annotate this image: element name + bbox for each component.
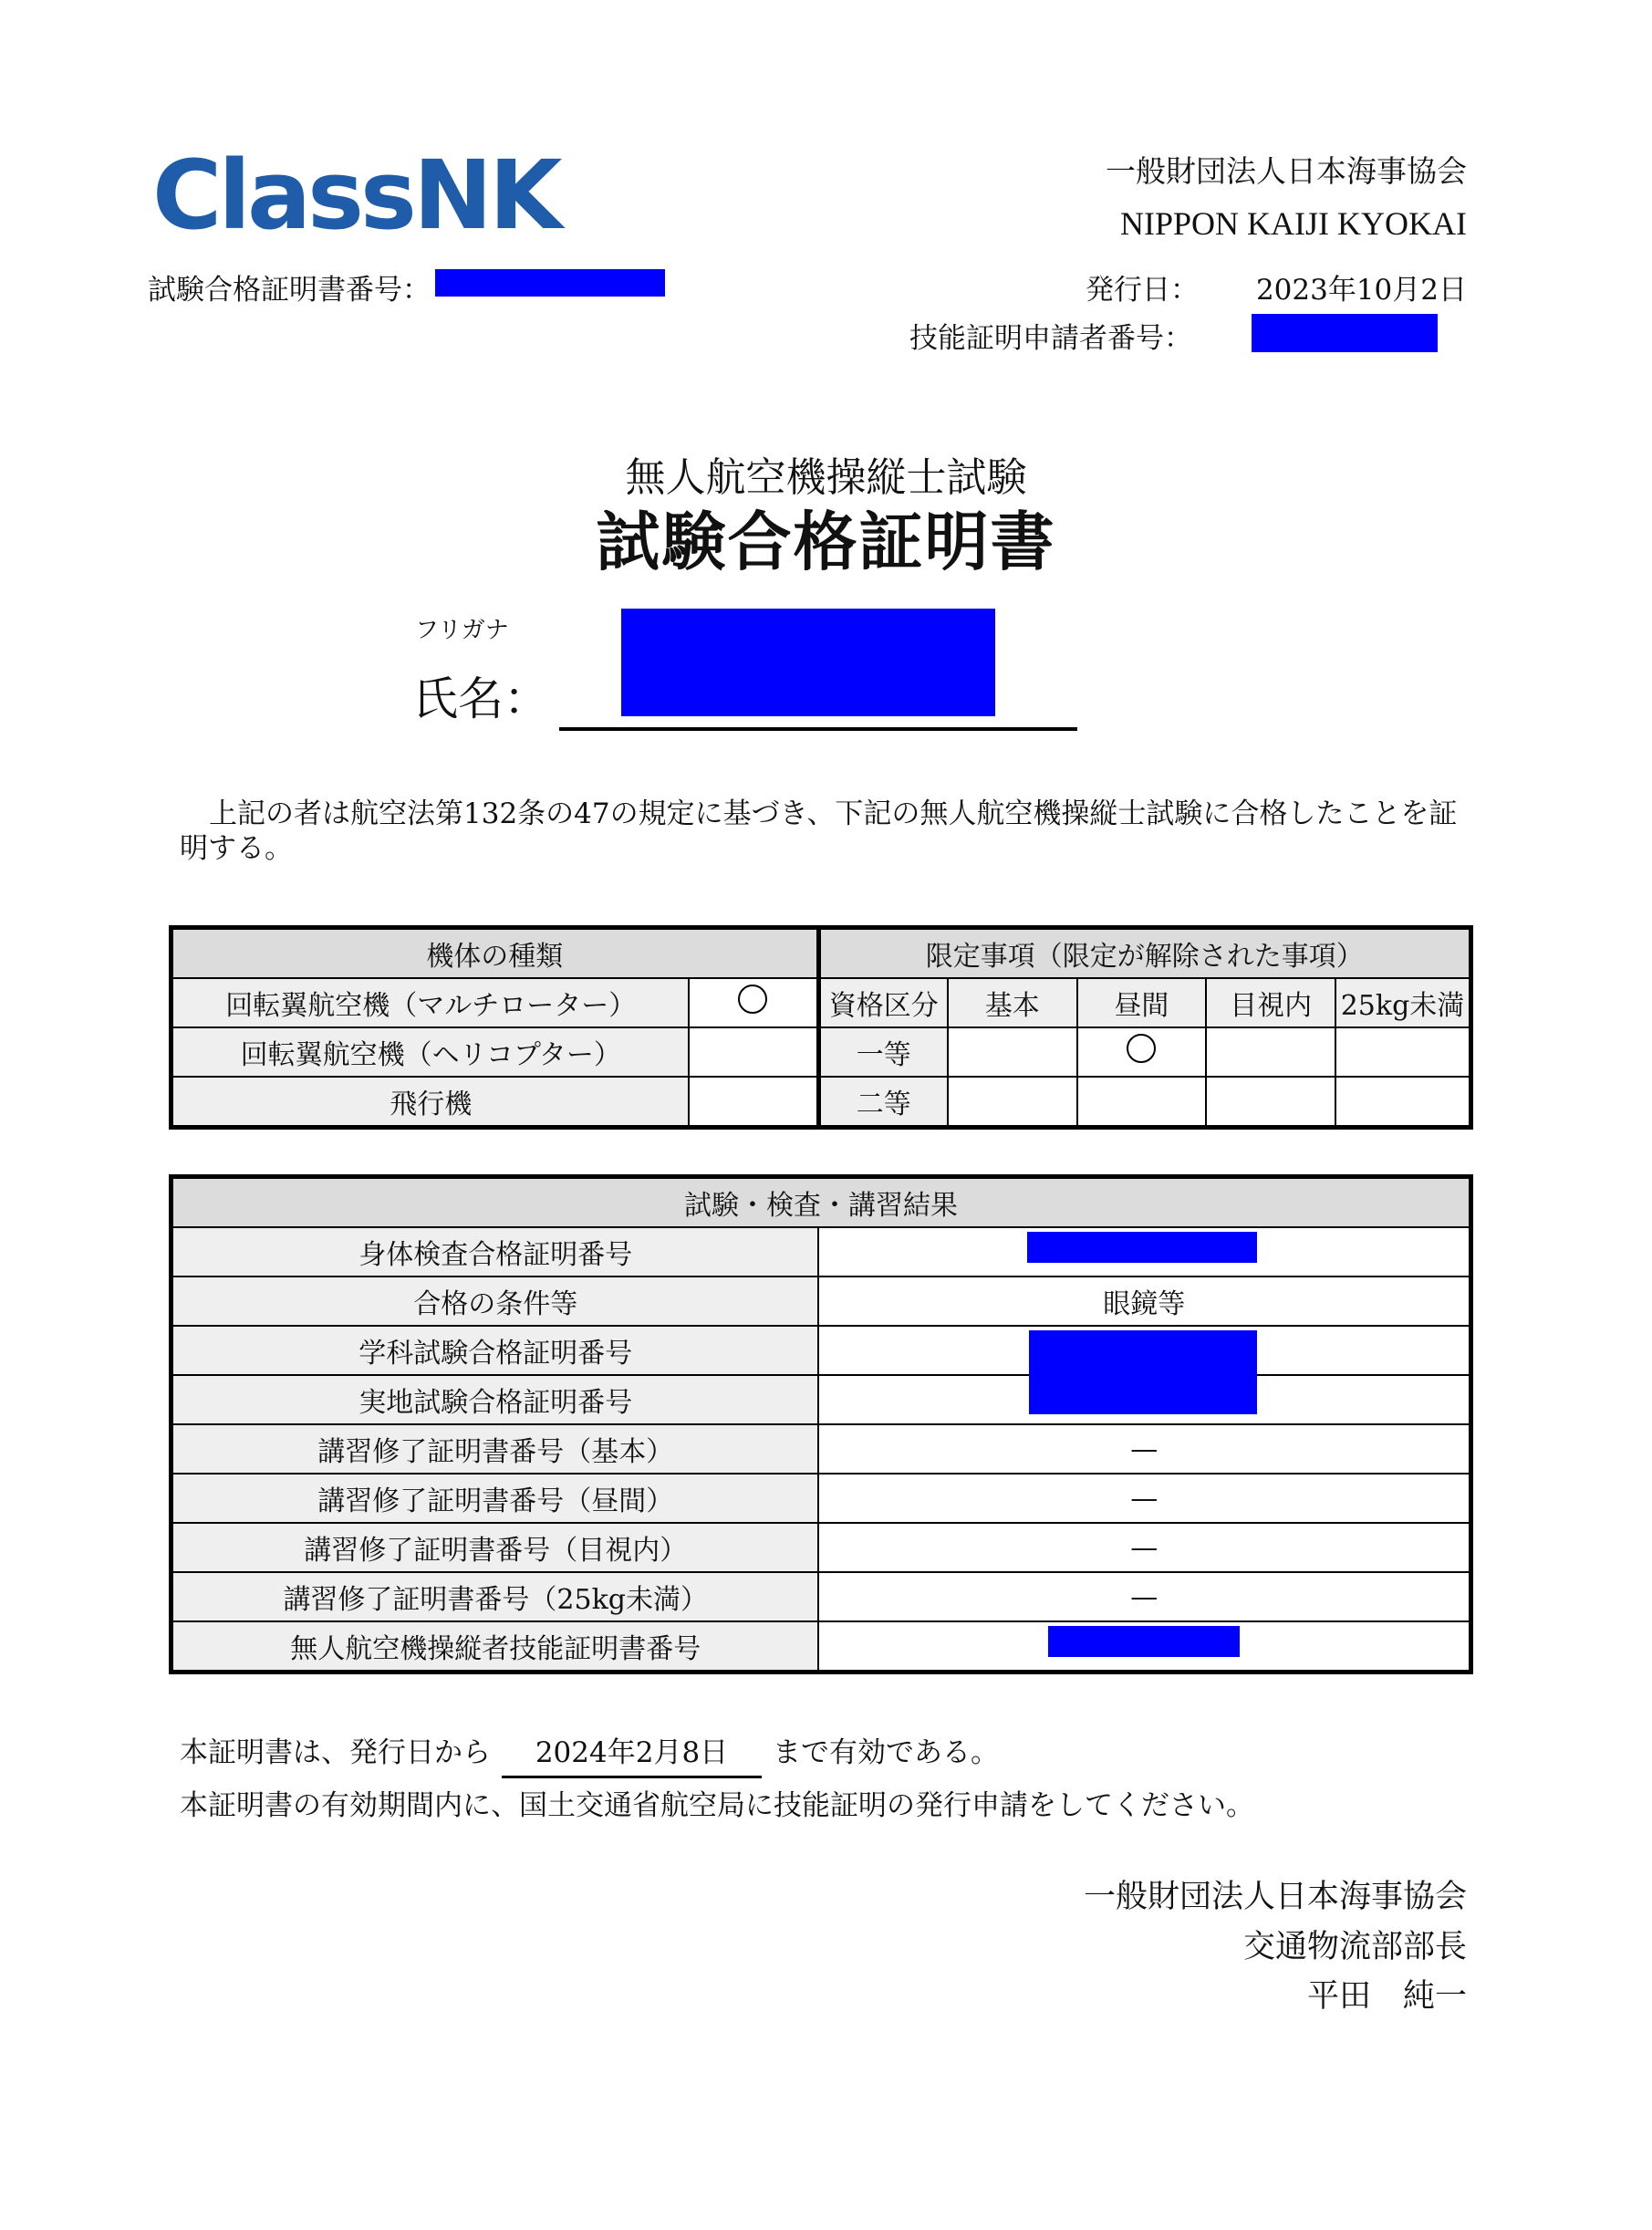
aircraft-type-airplane: 飛行機 bbox=[172, 1077, 689, 1126]
validity-prefix: 本証明書は、発行日から bbox=[180, 1736, 491, 1769]
grade-first-daytime bbox=[1077, 1027, 1207, 1077]
issue-date-label: 発行日： bbox=[1086, 274, 1199, 307]
row-course-visual-label: 講習修了証明書番号（目視内） bbox=[172, 1523, 818, 1572]
license-number-redaction bbox=[1048, 1626, 1240, 1657]
name-underline bbox=[559, 727, 1077, 731]
name-redaction bbox=[621, 609, 995, 716]
applicant-number-redaction bbox=[1252, 314, 1438, 352]
circle-mark-icon bbox=[738, 985, 767, 1014]
cert-number-label: 試験合格証明書番号： bbox=[148, 274, 431, 307]
grade-second: 二等 bbox=[818, 1077, 948, 1126]
row-conditions-value: 眼鏡等 bbox=[818, 1277, 1470, 1326]
limit-header-daytime: 昼間 bbox=[1077, 978, 1207, 1027]
grade-second-visual bbox=[1206, 1077, 1335, 1126]
medical-number-redaction bbox=[1027, 1232, 1257, 1263]
limit-header-visual: 目視内 bbox=[1206, 978, 1335, 1027]
application-note: 本証明書の有効期間内に、国土交通省航空局に技能証明の発行申請をしてください。 bbox=[180, 1789, 1254, 1822]
applicant-number-label: 技能証明申請者番号： bbox=[909, 322, 1192, 355]
row-practical-exam-label: 実地試験合格証明番号 bbox=[172, 1375, 818, 1424]
results-header: 試験・検査・講習結果 bbox=[172, 1178, 1470, 1227]
signature-dept: 交通物流部部長 bbox=[1242, 1929, 1467, 1965]
certification-statement: 上記の者は航空法第132条の47の規定に基づき、下記の無人航空機操縦士試験に合格したことを証明する。 bbox=[180, 797, 1458, 865]
grade-first: 一等 bbox=[818, 1027, 948, 1077]
row-course-daytime-value: — bbox=[818, 1474, 1470, 1523]
furigana-label: フリガナ bbox=[415, 617, 509, 644]
aircraft-type-helicopter: 回転翼航空機（ヘリコプター） bbox=[172, 1027, 689, 1077]
aircraft-limitations-table bbox=[171, 928, 1470, 1127]
limit-header-basic: 基本 bbox=[948, 978, 1077, 1027]
grade-first-under25kg bbox=[1335, 1027, 1470, 1077]
limit-header-grade: 資格区分 bbox=[818, 978, 948, 1027]
row-conditions-label: 合格の条件等 bbox=[172, 1277, 818, 1326]
results-table bbox=[171, 1177, 1470, 1672]
grade-second-under25kg bbox=[1335, 1077, 1470, 1126]
row-course-daytime-label: 講習修了証明書番号（昼間） bbox=[172, 1474, 818, 1523]
signature-org: 一般財団法人日本海事協会 bbox=[1083, 1879, 1467, 1915]
limitations-header: 限定事項（限定が解除された事項） bbox=[818, 929, 1470, 978]
row-course-under25kg-label: 講習修了証明書番号（25kg未満） bbox=[172, 1572, 818, 1621]
row-course-under25kg-value: — bbox=[818, 1572, 1470, 1621]
aircraft-type-header: 機体の種類 bbox=[172, 929, 818, 978]
row-course-basic-value: — bbox=[818, 1424, 1470, 1474]
exam-numbers-redaction bbox=[1029, 1330, 1257, 1414]
circle-mark-icon bbox=[1127, 1034, 1156, 1063]
cert-number-redaction bbox=[435, 269, 665, 297]
row-written-exam-label: 学科試験合格証明番号 bbox=[172, 1326, 818, 1375]
classnk-logo: ClassNK bbox=[152, 140, 559, 251]
validity-suffix: まで有効である。 bbox=[773, 1736, 999, 1769]
limit-header-under25kg: 25kg未満 bbox=[1335, 978, 1470, 1027]
signature-name: 平田 純一 bbox=[1306, 1978, 1467, 2015]
grade-second-daytime bbox=[1077, 1077, 1207, 1126]
validity-date: 2024年2月8日 bbox=[502, 1729, 762, 1778]
grade-first-basic bbox=[948, 1027, 1077, 1077]
grade-first-visual bbox=[1206, 1027, 1335, 1077]
aircraft-type-airplane-mark bbox=[689, 1077, 818, 1126]
certificate-title: 試験合格証明書 bbox=[596, 504, 1056, 579]
exam-name: 無人航空機操縦士試験 bbox=[625, 454, 1027, 501]
issuer-org-en: NIPPON KAIJI KYOKAI bbox=[1120, 205, 1467, 242]
name-label: 氏名： bbox=[412, 672, 549, 725]
row-course-basic-label: 講習修了証明書番号（基本） bbox=[172, 1424, 818, 1474]
row-pilot-license-label: 無人航空機操縦者技能証明書番号 bbox=[172, 1621, 818, 1671]
issuer-org-ja: 一般財団法人日本海事協会 bbox=[1106, 153, 1467, 189]
validity-line bbox=[180, 1729, 999, 1778]
grade-second-basic bbox=[948, 1077, 1077, 1126]
aircraft-type-multirotor-mark bbox=[689, 978, 818, 1027]
aircraft-type-helicopter-mark bbox=[689, 1027, 818, 1077]
issue-date: 2023年10月2日 bbox=[1255, 274, 1467, 307]
row-medical-label: 身体検査合格証明番号 bbox=[172, 1227, 818, 1277]
aircraft-type-multirotor: 回転翼航空機（マルチローター） bbox=[172, 978, 689, 1027]
row-course-visual-value: — bbox=[818, 1523, 1470, 1572]
